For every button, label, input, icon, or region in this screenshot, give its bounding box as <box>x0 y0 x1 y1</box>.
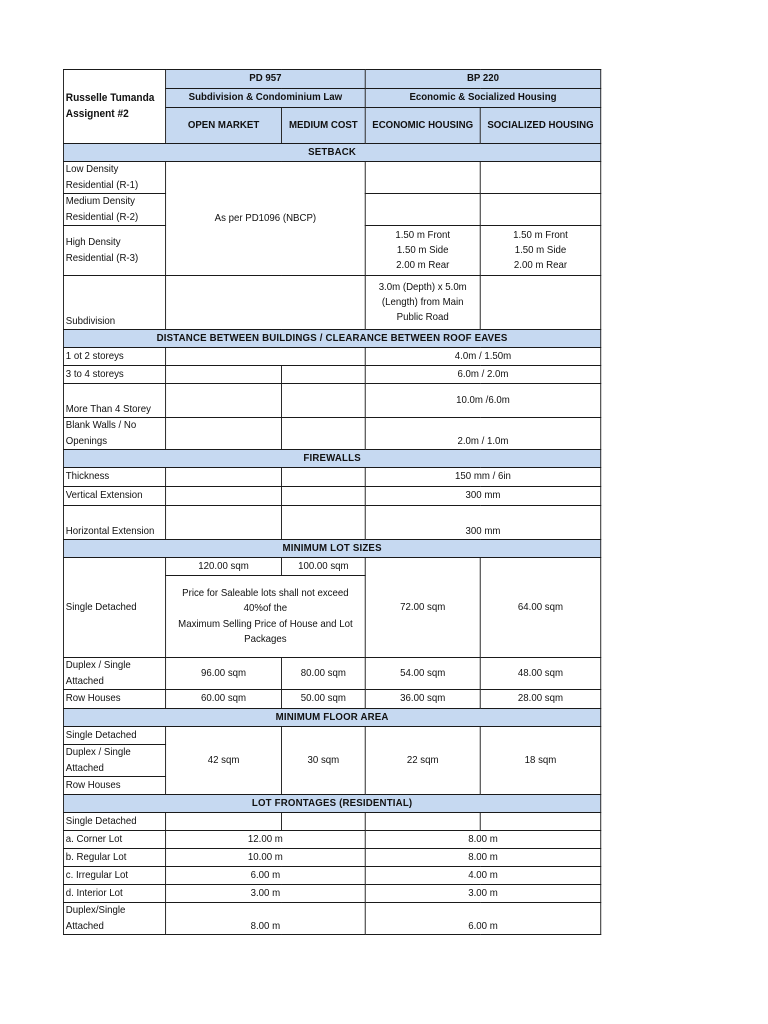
firewalls-section-title: FIREWALLS <box>63 450 600 468</box>
cell <box>365 813 480 831</box>
cell <box>365 194 480 226</box>
housing-standards-table <box>63 69 601 935</box>
firewall-row-label: Horizontal Extension <box>63 506 165 540</box>
cell <box>282 506 366 540</box>
lot-price-note: Price for Saleable lots shall not exceed 40%of the Maximum Selling Price of House and Lot Packages <box>166 576 366 658</box>
author-name: Russelle Tumanda <box>65 91 155 104</box>
cell <box>480 813 601 831</box>
cell <box>166 384 282 418</box>
bp220-header: BP 220 <box>365 70 601 89</box>
frontage-bp-value: 8.00 m <box>365 831 601 849</box>
floor-economic: 22 sqm <box>365 727 480 795</box>
frontage-bp-value: 8.00 m <box>365 849 601 867</box>
frontage-bp-value: 3.00 m <box>365 885 601 903</box>
r3-socialized-setback: 1.50 m Front 1.50 m Side 2.00 m Rear <box>480 226 601 276</box>
cell <box>166 366 282 384</box>
frontage-row-label: d. Interior Lot <box>63 885 165 903</box>
floor-single-label: Single Detached <box>63 727 165 745</box>
firewall-row-label: Vertical Extension <box>63 487 165 506</box>
socialized-housing-header: SOCIALIZED HOUSING <box>480 108 601 144</box>
lot-duplex-medium: 80.00 sqm <box>282 658 366 690</box>
lot-duplex-open: 96.00 sqm <box>166 658 282 690</box>
cell <box>166 468 282 487</box>
cell <box>166 276 366 330</box>
distance-row-value: 4.0m / 1.50m <box>365 348 601 366</box>
frontage-duplex-pd: 8.00 m <box>166 903 366 935</box>
frontage-pd-value: 10.00 m <box>166 849 366 867</box>
setback-section-title: SETBACK <box>63 144 600 162</box>
distance-row-value: 2.0m / 1.0m <box>365 418 601 450</box>
row-label-r1: Low Density Residential (R-1) <box>63 162 165 194</box>
assignment-label: Assignent #2 <box>65 107 129 120</box>
cell <box>282 418 366 450</box>
open-market-header: OPEN MARKET <box>166 108 282 144</box>
lot-single-medium: 100.00 sqm <box>282 558 366 576</box>
frontage-single-label: Single Detached <box>63 813 165 831</box>
lot-sizes-section-title: MINIMUM LOT SIZES <box>63 540 600 558</box>
author-cell <box>63 70 165 144</box>
frontage-bp-value: 4.00 m <box>365 867 601 885</box>
r3-economic-setback: 1.50 m Front 1.50 m Side 2.00 m Rear <box>365 226 480 276</box>
cell <box>365 162 480 194</box>
lot-duplex-socialized: 48.00 sqm <box>480 658 601 690</box>
floor-open: 42 sqm <box>166 727 282 795</box>
floor-row-label: Row Houses <box>63 777 165 795</box>
row-label-r3: High Density Residential (R-3) <box>63 226 165 276</box>
floor-duplex-label: Duplex / Single Attached <box>63 745 165 777</box>
frontage-pd-value: 3.00 m <box>166 885 366 903</box>
distance-section-title: DISTANCE BETWEEN BUILDINGS / CLEARANCE BETWEEN ROOF EAVES <box>63 330 600 348</box>
frontage-duplex-label: Duplex/Single Attached <box>63 903 165 935</box>
lot-row-label: Row Houses <box>63 690 165 709</box>
bp220-law-header: Economic & Socialized Housing <box>365 89 601 108</box>
firewall-row-value: 300 mm <box>365 487 601 506</box>
floor-socialized: 18 sqm <box>480 727 601 795</box>
setback-pd-value: As per PD1096 (NBCP) <box>166 162 366 276</box>
row-label-subdivision: Subdivision <box>63 276 165 330</box>
cell <box>282 813 366 831</box>
distance-row-value: 6.0m / 2.0m <box>365 366 601 384</box>
frontage-pd-value: 6.00 m <box>166 867 366 885</box>
firewall-row-label: Thickness <box>63 468 165 487</box>
frontage-row-label: b. Regular Lot <box>63 849 165 867</box>
medium-cost-header: MEDIUM COST <box>282 108 366 144</box>
cell <box>282 366 366 384</box>
frontage-pd-value: 12.00 m <box>166 831 366 849</box>
cell <box>282 487 366 506</box>
lot-duplex-economic: 54.00 sqm <box>365 658 480 690</box>
frontage-row-label: a. Corner Lot <box>63 831 165 849</box>
frontage-duplex-bp: 6.00 m <box>365 903 601 935</box>
cell <box>166 813 282 831</box>
cell <box>166 487 282 506</box>
lot-single-socialized: 64.00 sqm <box>480 558 601 658</box>
floor-medium: 30 sqm <box>282 727 366 795</box>
cell <box>282 384 366 418</box>
firewall-row-value: 300 mm <box>365 506 601 540</box>
floor-area-section-title: MINIMUM FLOOR AREA <box>63 709 600 727</box>
frontages-section-title: LOT FRONTAGES (RESIDENTIAL) <box>63 795 600 813</box>
distance-row-label: More Than 4 Storey <box>63 384 165 418</box>
economic-housing-header: ECONOMIC HOUSING <box>365 108 480 144</box>
cell <box>166 418 282 450</box>
distance-row-value: 10.0m /6.0m <box>365 384 601 418</box>
distance-row-label: 1 ot 2 storeys <box>63 348 165 366</box>
cell <box>166 506 282 540</box>
cell <box>480 276 601 330</box>
lot-row-economic: 36.00 sqm <box>365 690 480 709</box>
cell <box>166 348 366 366</box>
cell <box>480 194 601 226</box>
firewall-row-value: 150 mm / 6in <box>365 468 601 487</box>
pd957-law-header: Subdivision & Condominium Law <box>166 89 366 108</box>
lot-duplex-label: Duplex / Single Attached <box>63 658 165 690</box>
distance-row-label: 3 to 4 storeys <box>63 366 165 384</box>
distance-row-label: Blank Walls / No Openings <box>63 418 165 450</box>
lot-row-open: 60.00 sqm <box>166 690 282 709</box>
cell <box>480 162 601 194</box>
lot-single-economic: 72.00 sqm <box>365 558 480 658</box>
lot-single-label: Single Detached <box>63 558 165 658</box>
lot-row-medium: 50.00 sqm <box>282 690 366 709</box>
subdivision-economic-setback: 3.0m (Depth) x 5.0m (Length) from Main Public Road <box>365 276 480 330</box>
row-label-r2: Medium Density Residential (R-2) <box>63 194 165 226</box>
pd957-header: PD 957 <box>166 70 366 89</box>
lot-row-socialized: 28.00 sqm <box>480 690 601 709</box>
lot-single-open: 120.00 sqm <box>166 558 282 576</box>
cell <box>282 468 366 487</box>
frontage-row-label: c. Irregular Lot <box>63 867 165 885</box>
